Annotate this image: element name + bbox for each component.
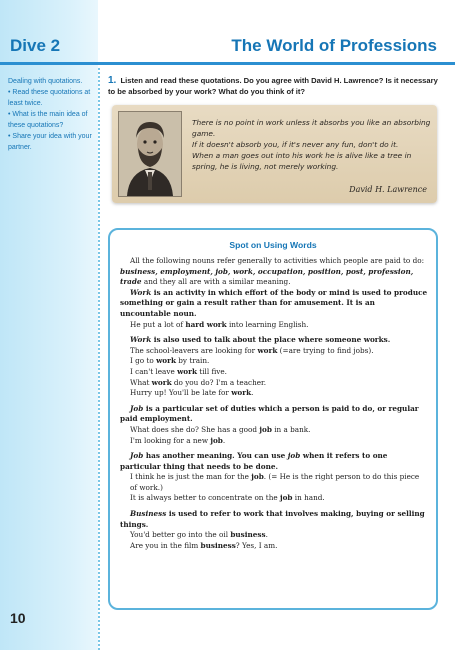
definition	[120, 288, 428, 320]
keyword: business	[200, 540, 236, 550]
text: All the following nouns refer generally to activities which people are paid to do:	[130, 256, 425, 265]
task-number: 1.	[108, 75, 117, 86]
definition-text: is an activity in which effort of the body or mind is used to produce something or gain a result rather than for amusement. It is an uncountable noun.	[120, 287, 428, 318]
text: I think he is just the man for the	[130, 472, 252, 482]
example	[120, 425, 428, 436]
keyword: work	[257, 345, 278, 355]
definition	[120, 509, 428, 530]
sidebar-note: Dealing with quotations.	[8, 78, 83, 85]
example	[120, 388, 428, 399]
definition-text: has another meaning. You can use	[143, 451, 288, 461]
keyword: job	[279, 493, 293, 503]
sidebar-divider	[98, 68, 102, 650]
dive-label: Dive 2	[10, 36, 61, 55]
example	[120, 541, 428, 552]
text: .	[251, 388, 254, 398]
text: Hurry up! You'll be late for	[130, 388, 232, 398]
definition	[120, 335, 428, 346]
definition	[120, 451, 428, 472]
text: .	[265, 530, 268, 540]
text: You'd better go into the oil	[130, 530, 231, 540]
quotation-card	[112, 105, 437, 203]
sidebar-notes	[8, 76, 94, 153]
keyword: work	[156, 356, 176, 366]
keyword: work	[231, 388, 252, 398]
example	[120, 367, 428, 378]
sidebar-note: • Read these quotations at least twice.	[8, 89, 91, 107]
text: The school-leavers are looking for	[130, 345, 258, 355]
keyword: job	[287, 451, 301, 461]
keyword: Work	[130, 287, 152, 297]
text: in hand.	[292, 493, 325, 503]
text: What	[130, 377, 152, 387]
text: till five.	[196, 366, 227, 376]
example	[120, 436, 428, 447]
text: Are you in the film	[130, 540, 201, 550]
definition-text: is used to refer to work that involves making, buying or selling things.	[120, 509, 425, 529]
keyword: Job	[130, 451, 144, 461]
quote-line: There is no point in work unless it absorbs you like an absorbing game.	[192, 118, 431, 138]
text: He put a lot of	[130, 319, 186, 329]
keyword: work	[177, 366, 197, 376]
quotation-text	[192, 117, 432, 172]
text: by train.	[175, 356, 210, 366]
quote-line: When a man goes out into his work he is alive like a tree in spring, he is living, not merely working.	[192, 151, 412, 171]
text: . (= He is the right person to do this piece of work.)	[130, 472, 420, 492]
example	[120, 356, 428, 367]
keyword-list: business, employment, job, work, occupation, position, post, profession, trade	[120, 266, 414, 287]
keyword: job	[259, 424, 272, 434]
quote-author: David H. Lawrence	[349, 185, 427, 194]
keyword: Job	[130, 403, 144, 413]
sidebar-note: • What is the main idea of these quotations?	[8, 111, 88, 129]
keyword: job	[210, 435, 223, 445]
text: (=are trying to find jobs).	[277, 345, 374, 355]
keyword: hard work	[185, 319, 227, 329]
header-divider	[0, 62, 455, 65]
text: It is always better to concentrate on the	[130, 493, 280, 503]
keyword: Business	[130, 509, 167, 519]
spot-on-using-words-box	[108, 228, 438, 610]
example	[120, 378, 428, 389]
sidebar-note: • Share your idea with your partner.	[8, 133, 92, 151]
text: .	[222, 435, 226, 445]
keyword: job	[251, 472, 264, 482]
keyword: work	[151, 377, 172, 387]
example	[120, 530, 428, 541]
example	[120, 472, 428, 493]
text: ? Yes, I am.	[235, 540, 278, 550]
intro-paragraph	[120, 256, 428, 288]
text: What does she do? She has a good	[130, 424, 260, 434]
text: and they all are with a similar meaning.	[141, 277, 291, 287]
definition-text: is a particular set of duties which a person is paid to do, or regular paid employment.	[120, 403, 419, 424]
text: I'm looking for a new	[130, 435, 211, 445]
text: in a bank.	[271, 424, 311, 434]
definition-text: when it refers to one particular thing that needs to be done.	[120, 451, 388, 471]
text: do you do? I'm a teacher.	[171, 377, 267, 387]
quote-line: If it doesn't absorb you, if it's never any fun, don't do it.	[192, 140, 399, 149]
text: I go to	[130, 356, 157, 366]
page-title: The World of Professions	[231, 36, 437, 55]
text: I can't leave	[130, 366, 178, 376]
page-number: 10	[10, 610, 26, 626]
keyword: Work	[130, 335, 152, 345]
author-portrait-image	[118, 111, 182, 197]
task-text: Listen and read these quotations. Do you agree with David H. Lawrence? Is it necessary to be absorbed by your work? What do you think of it?	[108, 76, 438, 96]
text: into learning English.	[226, 319, 309, 329]
example	[120, 320, 428, 331]
keyword: business	[230, 530, 266, 540]
definition	[120, 404, 428, 425]
task-instruction	[108, 75, 438, 97]
spot-body	[120, 256, 428, 551]
example	[120, 493, 428, 504]
definition-text: is also used to talk about the place where someone works.	[151, 335, 391, 345]
spot-title: Spot on Using Words	[229, 240, 317, 250]
example	[120, 346, 428, 357]
